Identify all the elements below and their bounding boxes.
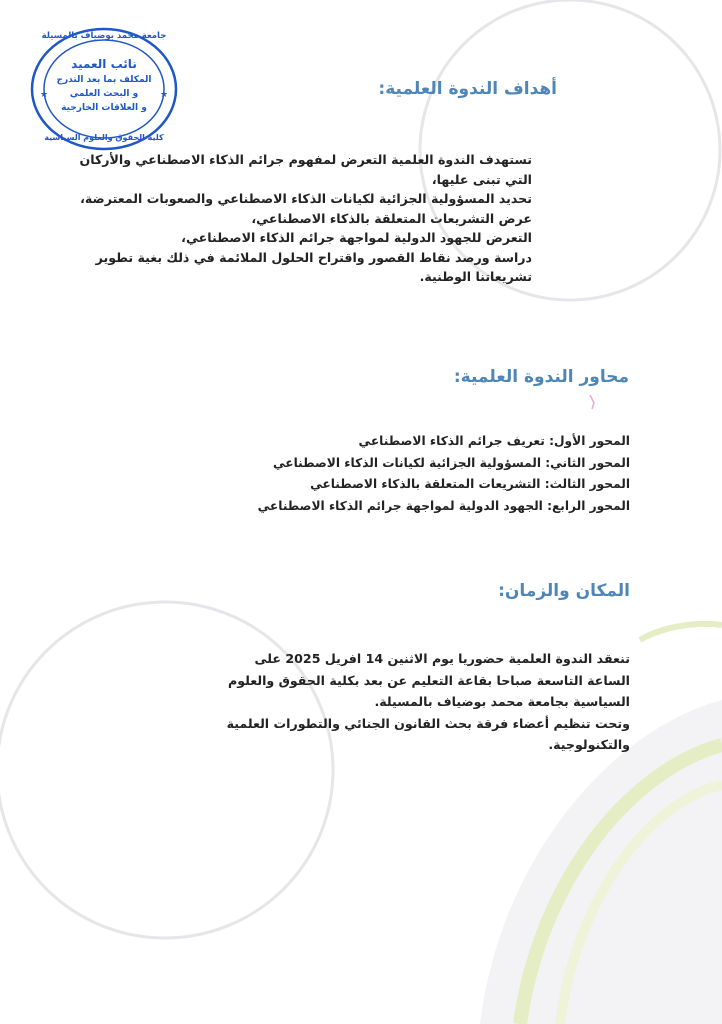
svg-text:★: ★ bbox=[40, 90, 49, 100]
axis-item: المحور الأول: تعريف جرائم الذكاء الاصطناعي bbox=[358, 434, 630, 448]
venue-line: وتحت تنظيم أعضاء فرقة بحث القانون الجنائي والتطورات العلمية bbox=[226, 715, 630, 731]
stamp-university: جامعة محمد بوضياف بالمسيلة bbox=[41, 31, 167, 41]
objectives-line: تحديد المسؤولية الجزائية لكيانات الذكاء الاصطناعي والصعوبات المعترضة، bbox=[80, 191, 532, 206]
axis-item: المحور الثاني: المسؤولية الجزائية لكيانات الذكاء الاصطناعي bbox=[272, 455, 630, 470]
stamp-faculty: كلية الحقوق والعلوم السياسية bbox=[44, 133, 164, 142]
venue-line: تنعقد الندوة العلمية حضوريا يوم الاثنين 14 افريل 2025 على bbox=[254, 651, 630, 666]
official-stamp bbox=[28, 25, 180, 153]
axis-item: المحور الثالث: التشريعات المتعلقة بالذكاء الاصطناعي bbox=[310, 477, 630, 491]
objectives-line: عرض التشريعات المتعلقة بالذكاء الاصطناعي، bbox=[251, 210, 532, 226]
objectives-paragraph bbox=[79, 150, 532, 287]
venue-line: الساعة التاسعة صباحا بقاعة التعليم عن بعد بكلية الحقوق والعلوم bbox=[227, 672, 630, 688]
venue-line: السياسية بجامعة محمد بوضياف بالمسيلة. bbox=[374, 694, 630, 709]
stamp-title: نائب العميد bbox=[71, 57, 137, 71]
objectives-line: التعرض للجهود الدولية لمواجهة جرائم الذكاء الاصطناعي، bbox=[181, 230, 532, 245]
objectives-heading: أهداف الندوة العلمية: bbox=[378, 79, 557, 99]
objectives-line: تشريعاتنا الوطنية. bbox=[419, 269, 532, 284]
venue-paragraph bbox=[227, 648, 630, 756]
svg-text:★: ★ bbox=[160, 90, 169, 100]
objectives-line: تستهدف الندوة العلمية التعرض لمفهوم جرائم الذكاء الاصطناعي والأركان bbox=[79, 152, 532, 167]
objectives-line: التي تبنى عليها، bbox=[431, 171, 532, 187]
objectives-line: دراسة ورصد نقاط القصور واقتراح الحلول الملائمة في ذلك بغية تطوير bbox=[95, 249, 532, 265]
stamp-role: المكلف بما بعد التدرج bbox=[56, 75, 152, 85]
axes-heading: محاور الندوة العلمية: bbox=[453, 367, 629, 387]
stamp-research: و البحث العلمي bbox=[69, 89, 139, 99]
venue-heading: المكان والزمان: bbox=[498, 581, 630, 601]
stamp-relations: و العلاقات الخارجية bbox=[61, 103, 147, 113]
axes-list bbox=[258, 431, 630, 517]
venue-line: والتكنولوجية. bbox=[548, 737, 630, 752]
axis-item: المحور الرابع: الجهود الدولية لمواجهة جرائم الذكاء الاصطناعي bbox=[257, 498, 630, 513]
